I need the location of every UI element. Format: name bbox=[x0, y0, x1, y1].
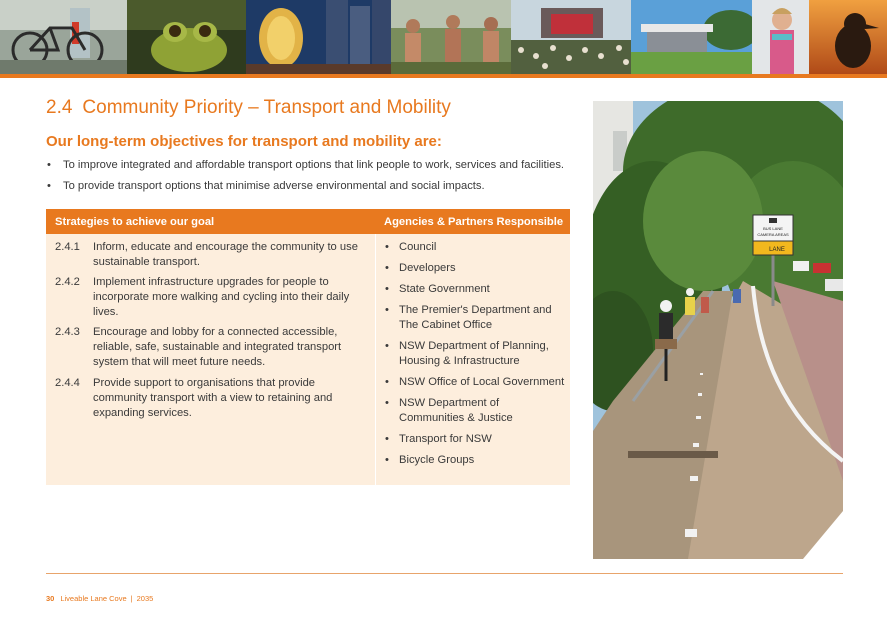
partner-item: • NSW Department of Planning, Housing & Infrastructure bbox=[385, 339, 567, 369]
strategy-row bbox=[55, 325, 367, 370]
sign-line-3: LANE bbox=[769, 247, 785, 253]
strategy-text: Encourage and lobby for a connected accessible, reliable, safe, sustainable and integrated transport system that will meet future needs. bbox=[93, 326, 342, 368]
strategy-text: Provide support to organisations that provide community transport with a view to retaining and expanding services. bbox=[93, 377, 333, 419]
strategy-code: 2.4.2 bbox=[55, 276, 80, 288]
section-title: Community Priority – Transport and Mobility bbox=[82, 97, 451, 118]
partner-item: • State Government bbox=[385, 282, 567, 297]
objective-item: • To provide transport options that minimise adverse environmental and social impacts. bbox=[46, 179, 586, 193]
banner-photo-kookaburra-sunset bbox=[809, 0, 887, 74]
photo-banner bbox=[0, 0, 887, 74]
header-strategies: Strategies to achieve our goal bbox=[55, 216, 215, 228]
banner-photo-frog bbox=[127, 0, 246, 74]
table-body bbox=[46, 234, 570, 485]
objectives-heading: Our long-term objectives for transport and mobility are: bbox=[46, 133, 442, 150]
banner-photo-crowd bbox=[391, 0, 511, 74]
strategy-row bbox=[55, 240, 367, 270]
banner-photo-child bbox=[752, 0, 809, 74]
strategy-code: 2.4.4 bbox=[55, 377, 80, 389]
banner-accent-rule bbox=[0, 74, 887, 78]
strategy-text: Implement infrastructure upgrades for people to incorporate more walking and cycling into their daily lives. bbox=[93, 276, 350, 318]
banner-photo-concert bbox=[511, 0, 630, 74]
partner-item: • Council bbox=[385, 240, 567, 255]
objectives-list bbox=[46, 158, 586, 200]
document-name: Liveable Lane Cove bbox=[60, 594, 127, 603]
strategy-text: Inform, educate and encourage the community to use sustainable transport. bbox=[93, 241, 358, 268]
strategy-row bbox=[55, 376, 367, 421]
partner-item: • The Premier's Department and The Cabinet Office bbox=[385, 303, 567, 333]
partner-item: • Transport for NSW bbox=[385, 432, 567, 447]
strategies-table bbox=[46, 209, 570, 485]
objective-item: • To improve integrated and affordable transport options that link people to work, services and facilities. bbox=[46, 158, 586, 172]
document-year: 2035 bbox=[136, 594, 154, 603]
partner-item: • NSW Department of Communities & Justice bbox=[385, 396, 567, 426]
partners-list bbox=[385, 240, 567, 474]
partner-item: • Bicycle Groups bbox=[385, 453, 567, 468]
footer-separator: | bbox=[130, 594, 133, 603]
strategy-row bbox=[55, 275, 367, 320]
banner-photo-city-night bbox=[246, 0, 391, 74]
partner-item: • Developers bbox=[385, 261, 567, 276]
footer-rule bbox=[46, 573, 843, 574]
page-footer bbox=[46, 594, 153, 603]
strategy-code: 2.4.3 bbox=[55, 326, 80, 338]
page-title bbox=[46, 97, 451, 119]
sign-line-1: BUS LANE bbox=[763, 226, 783, 231]
strategy-code: 2.4.1 bbox=[55, 241, 80, 253]
header-partners: Agencies & Partners Responsible bbox=[384, 216, 564, 228]
banner-photo-pavilion bbox=[631, 0, 752, 74]
strategies-column bbox=[46, 234, 375, 485]
cycleway-photo bbox=[593, 101, 843, 559]
sign-line-2: CAMERA AREAS bbox=[757, 232, 789, 237]
section-number: 2.4 bbox=[46, 97, 73, 118]
partners-column bbox=[376, 234, 570, 485]
page-number: 30 bbox=[46, 594, 55, 603]
banner-photo-bicycle bbox=[0, 0, 127, 74]
partner-item: • NSW Office of Local Government bbox=[385, 375, 567, 390]
table-header bbox=[46, 209, 570, 234]
